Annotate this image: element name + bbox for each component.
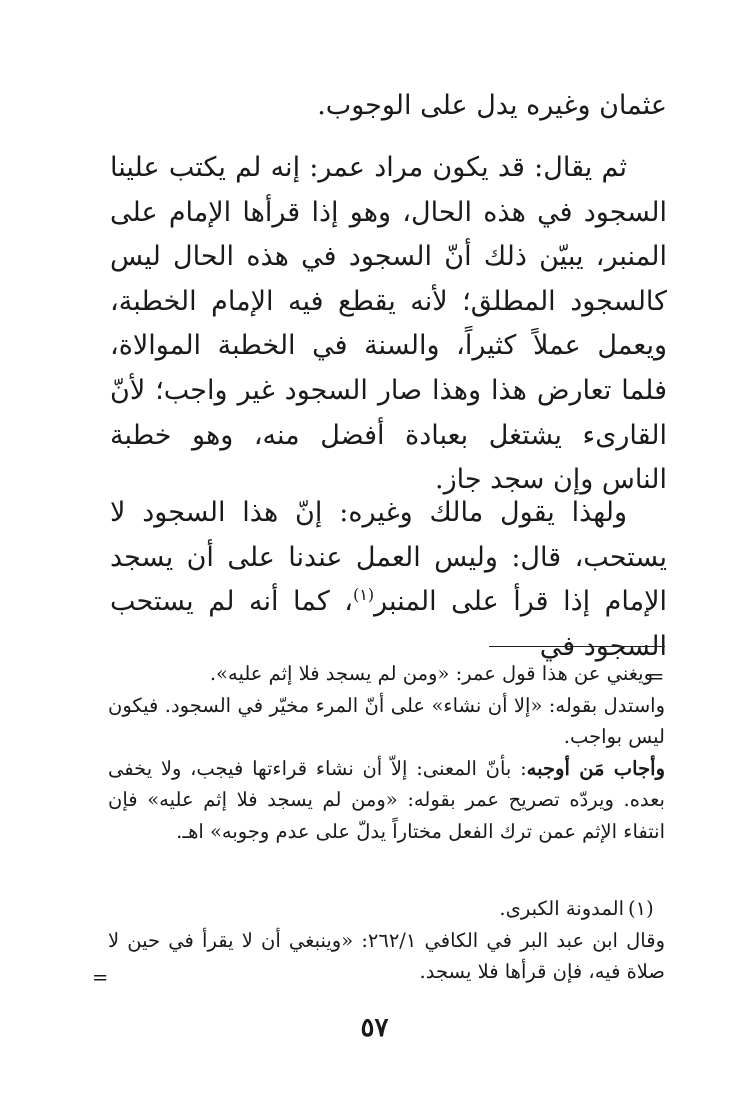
page-number: ٥٧ bbox=[360, 1013, 389, 1043]
footnote-1-text-2: وقال ابن عبد البر في الكافي ٢٦٢/١: «وينبغي أن لا يقرأ في حين لا صلاة فيه، فإن قرأها فلا يسجد. bbox=[108, 929, 665, 984]
paragraph-3-part-1: ولهذا يقول مالك وغيره: إنّ هذا السجود لا يستحب، قال: وليس العمل عندنا على أن يسجد الإمام إذا قرأ على المنبر bbox=[110, 497, 667, 618]
footnote-bold-phrase: وأجاب مَن أوجبه bbox=[526, 756, 665, 780]
footnote-1-text-1: المدونة الكبرى. bbox=[499, 897, 624, 920]
footnote-1-body bbox=[108, 925, 665, 988]
paragraph-3-part-2: ، كما أنه لم يستحب السجود في bbox=[110, 586, 667, 662]
main-text-3 bbox=[110, 491, 667, 669]
paragraph-1: عثمان وغيره يدل على الوجوب. bbox=[317, 90, 667, 121]
footnote-separator-line bbox=[489, 646, 665, 647]
footnote-continuation-block bbox=[108, 690, 665, 847]
footnote-cont-text-1: ويغني عن هذا قول عمر: «ومن لم يسجد فلا إثم عليه». bbox=[209, 662, 653, 685]
main-text bbox=[110, 84, 667, 129]
footnote-cont-text-3 bbox=[108, 753, 665, 847]
paragraph-3 bbox=[110, 491, 667, 669]
footnote-1-title bbox=[108, 893, 624, 924]
footnote-cont-text-3-rest: : بأنّ المعنى: إلاّ أن نشاء قراءتها فيجب، ولا يخفى بعده. ويردّه تصريح عمر بقوله: «ومن لم يسجد فلا إثم عليه» فإن انتفاء الإثم عمن ترك الفعل مختاراً يدلّ على عدم وجوبه» اهـ. bbox=[108, 756, 665, 843]
main-text-2 bbox=[110, 146, 667, 503]
footnote-continuation-marker: = bbox=[648, 665, 665, 688]
footnote-1-number: (١) bbox=[628, 897, 654, 920]
paragraph-2: ثم يقال: قد يكون مراد عمر: إنه لم يكتب علينا السجود في هذه الحال، وهو إذا قرأها الإمام على المنبر، يبيّن ذلك أنّ السجود في هذه الحال ليس كالسجود المطلق؛ لأنه يقطع فيه الإمام الخطبة، ويعمل عملاً كثيراً، والسنة في الخطبة الموالاة، فلما تعارض هذا وهذا صار السجود غير واجب؛ لأنّ القارىء يشتغل بعبادة أفضل منه، وهو خطبة الناس وإن سجد جاز. bbox=[110, 152, 667, 496]
footnote-cont-text-2: واستدل بقوله: «إلا أن نشاء» على أنّ المرء مخيّر في السجود. فيكون ليس بواجب. bbox=[108, 694, 665, 749]
footnote-reference-1[interactable]: (١) bbox=[352, 585, 375, 605]
footnote-end-marker: = bbox=[92, 966, 109, 989]
footnote-continuation-line-1 bbox=[108, 658, 653, 689]
